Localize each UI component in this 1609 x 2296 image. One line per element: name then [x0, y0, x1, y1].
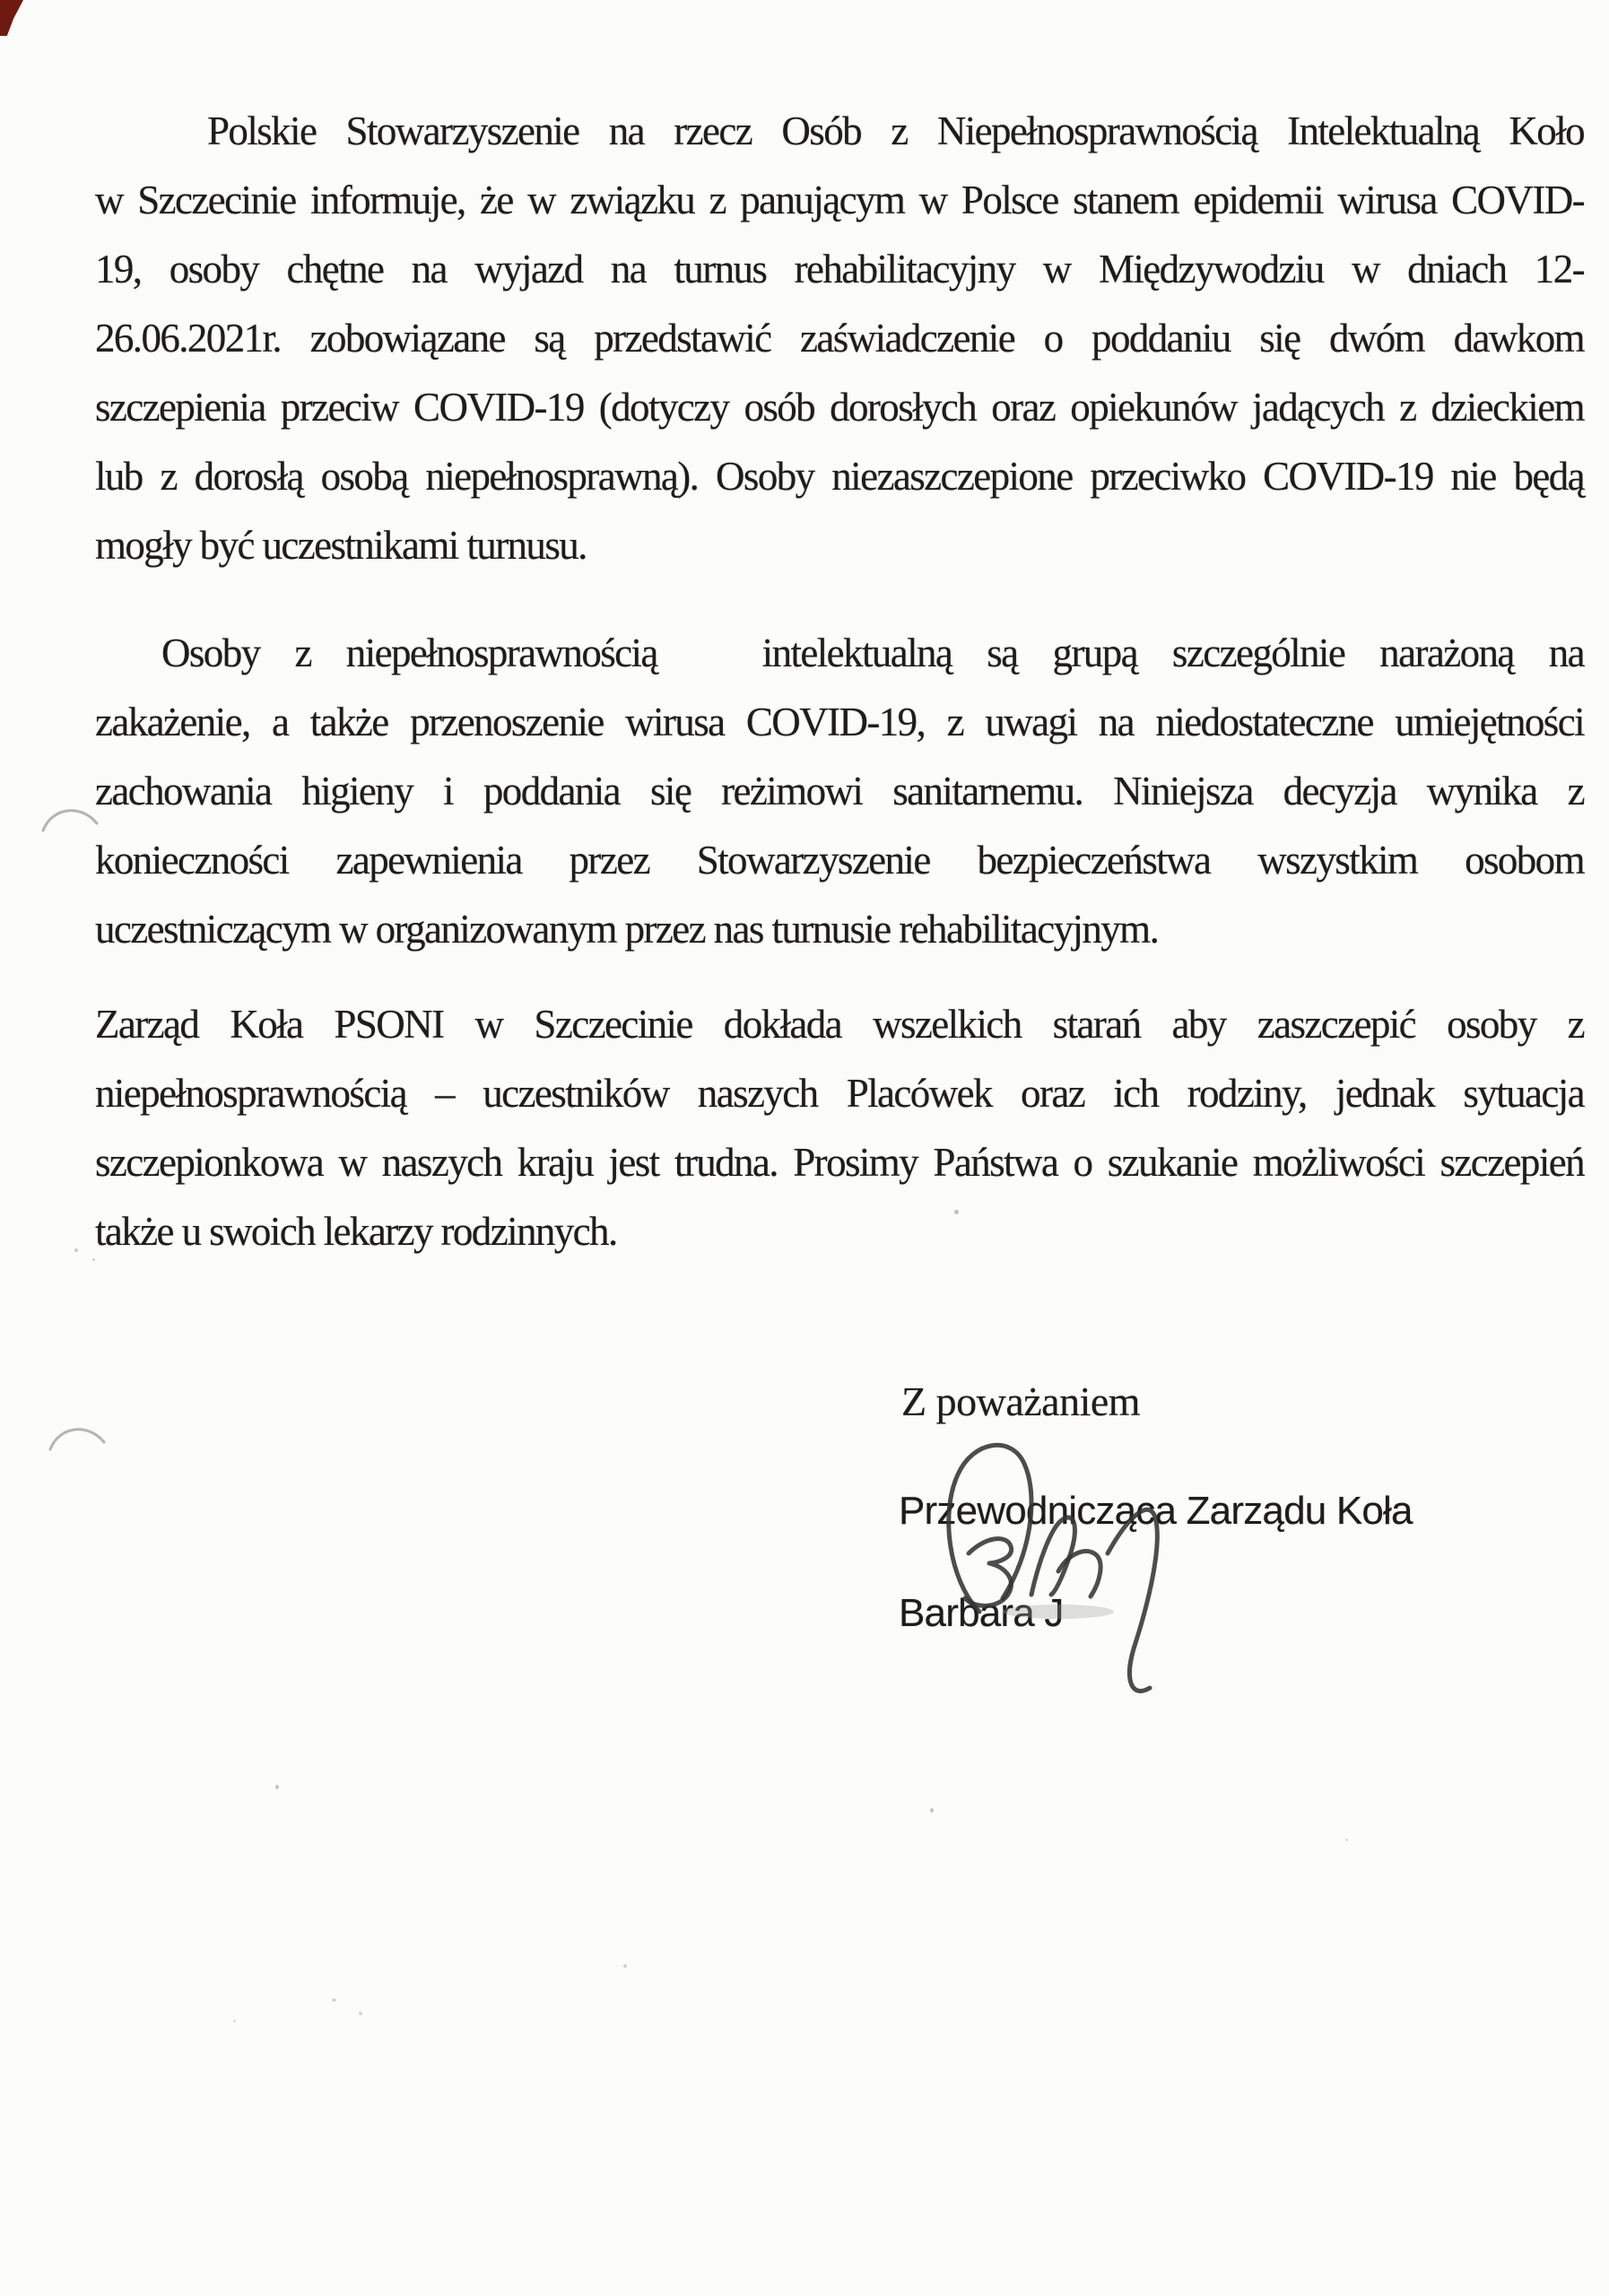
scan-speck	[275, 1785, 279, 1789]
scan-speck	[332, 1998, 336, 2002]
text-line: Zarząd Koła PSONI w Szczecinie dokłada wszelkich starań aby zaszczepić osoby z	[95, 1002, 1584, 1047]
document-paragraph	[95, 990, 1584, 1266]
scan-speck	[1345, 1839, 1348, 1841]
document-paragraph	[95, 619, 1584, 964]
text-line: szczepienia przeciw COVID-19 (dotyczy osób dorosłych oraz opiekunów jadących z dzieckiem	[95, 385, 1584, 430]
scan-speck	[930, 1808, 934, 1813]
signature-name: Barbara J	[899, 1591, 1064, 1635]
scan-speck	[954, 1210, 959, 1214]
scan-corner-artifact	[0, 0, 23, 36]
pencil-arc-mark	[39, 800, 102, 836]
text-line: lub z dorosłą osobą niepełnosprawną). Osoby niezaszczepione przeciwko COVID-19 nie będą	[95, 454, 1584, 499]
closing-salutation: Z poważaniem	[901, 1378, 1141, 1424]
text-line: także u swoich lekarzy rodzinnych.	[95, 1209, 617, 1254]
text-line: 19, osoby chętne na wyjazd na turnus rehabilitacyjny w Międzywodziu w dniach 12-	[95, 247, 1584, 291]
scan-speck	[74, 1248, 78, 1252]
document-paragraph	[95, 97, 1584, 580]
text-line: uczestniczącym w organizowanym przez nas turnusie rehabilitacyjnym.	[95, 907, 1159, 952]
text-line: 26.06.2021r. zobowiązane są przedstawić zaświadczenie o poddaniu się dwóm dawkom	[95, 316, 1584, 361]
pencil-arc-mark	[47, 1419, 109, 1455]
handwritten-signature	[924, 1419, 1345, 1724]
text-line: w Szczecinie informuje, że w związku z panującym w Polsce stanem epidemii wirusa COVID-	[95, 178, 1584, 222]
text-line: konieczności zapewnienia przez Stowarzyszenie bezpieczeństwa wszystkim osobom	[95, 838, 1584, 883]
text-line: mogły być uczestnikami turnusu.	[95, 523, 587, 568]
scan-speck	[359, 2012, 362, 2015]
text-line: zachowania higieny i poddania się reżimowi sanitarnemu. Niniejsza decyzja wynika z	[95, 769, 1584, 813]
text-line: Osoby z niepełnosprawnością intelektualną są grupą szczególnie narażoną na	[161, 631, 1584, 675]
scan-speck	[623, 1964, 627, 1968]
text-line: szczepionkowa w naszych kraju jest trudna. Prosimy Państwa o szukanie możliwości szczepień	[95, 1140, 1584, 1185]
text-line: zakażenie, a także przenoszenie wirusa COVID-19, z uwagi na niedostateczne umiejętności	[95, 700, 1584, 744]
text-line: niepełnosprawnością – uczestników naszych Placówek oraz ich rodziny, jednak sytuacja	[95, 1071, 1584, 1116]
scan-speck	[92, 1258, 95, 1261]
scan-speck	[233, 2020, 236, 2022]
text-line: Polskie Stowarzyszenie na rzecz Osób z Niepełnosprawnością Intelektualną Koło	[207, 109, 1584, 153]
signature-title: Przewodnicząca Zarządu Koła	[899, 1489, 1413, 1533]
